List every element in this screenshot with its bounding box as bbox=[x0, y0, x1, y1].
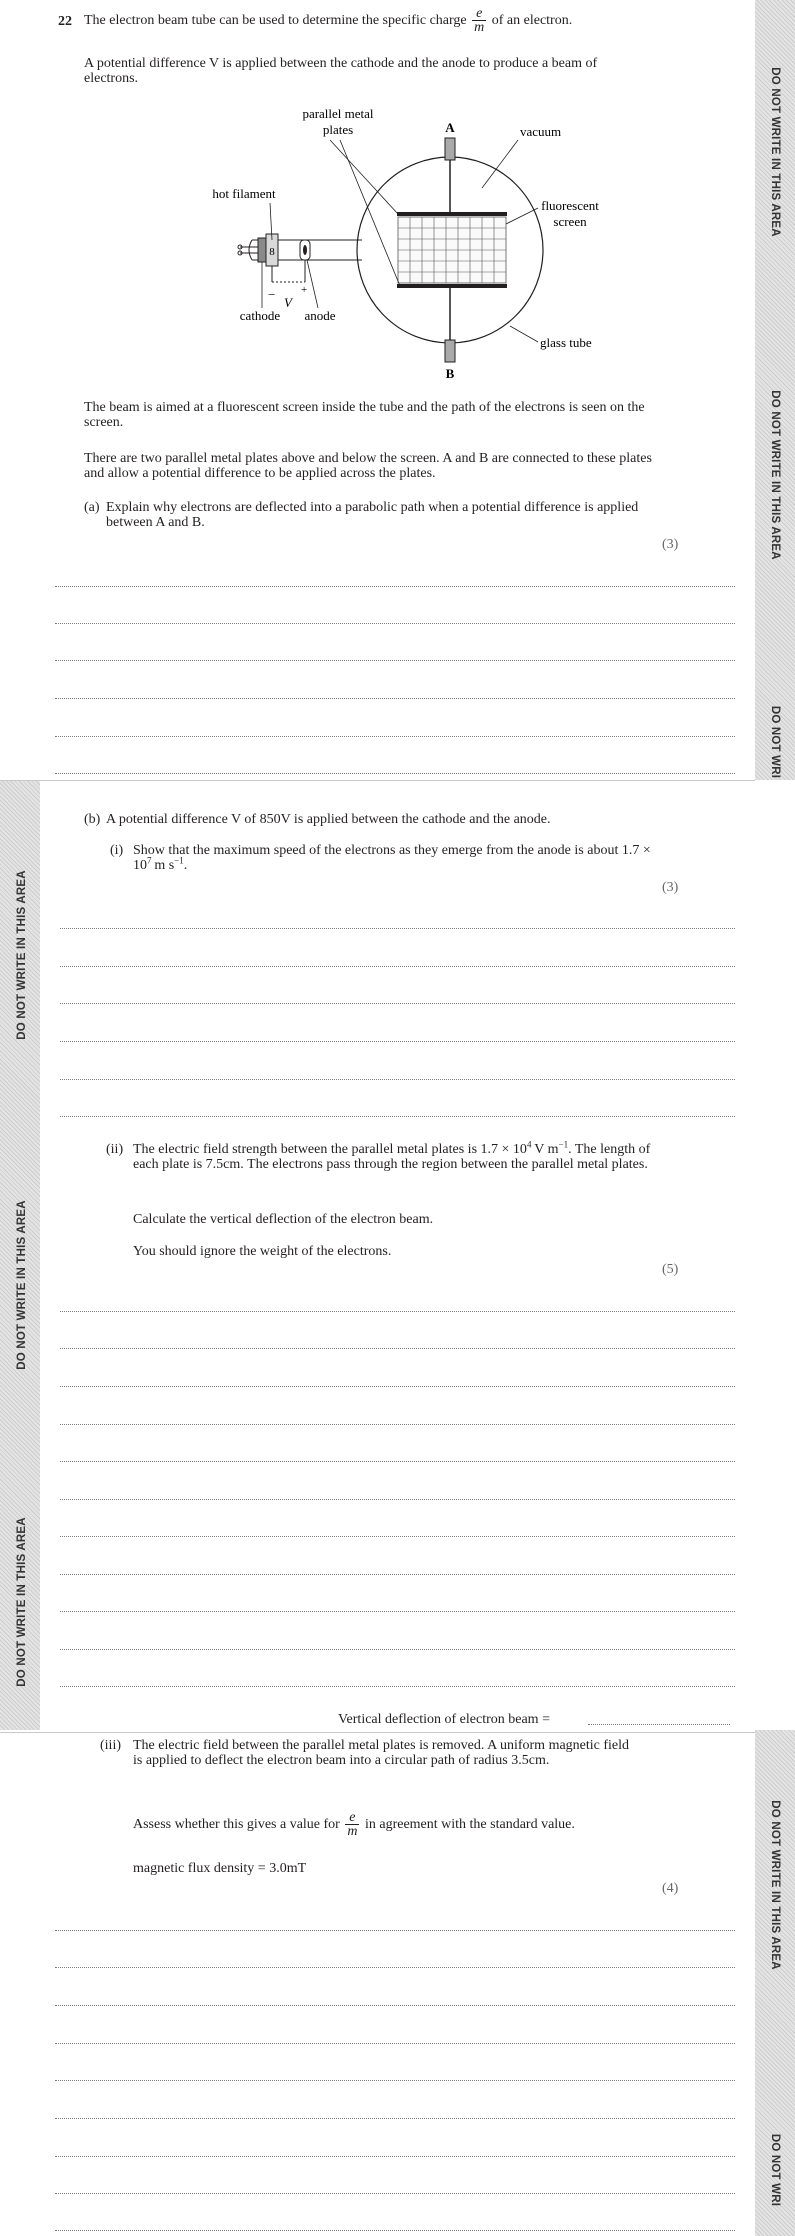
margin-warning-label: DO NOT WRITE IN THIS AREA bbox=[16, 1517, 28, 1687]
part-b-ii-plate-text: The length of each plate is 7.5cm. The electrons pass through the region between the parallel metal plates. bbox=[133, 1142, 651, 1172]
label-vacuum: vacuum bbox=[520, 124, 562, 139]
field-strength-value: $1.7 \times 10^4$ V $m^{-1}$. bbox=[480, 1139, 572, 1157]
label-screen: screen bbox=[553, 214, 587, 229]
page-break-line bbox=[0, 1732, 755, 1733]
answer-line[interactable] bbox=[55, 2005, 735, 2006]
answer-line[interactable] bbox=[60, 1386, 735, 1387]
anode-hole bbox=[303, 245, 307, 255]
label-glass-tube: glass tube bbox=[540, 335, 592, 350]
answer-line[interactable] bbox=[55, 773, 735, 774]
answer-line[interactable] bbox=[60, 1461, 735, 1462]
answer-line[interactable] bbox=[60, 1424, 735, 1425]
speed-value: $1.7 \times 10^7$ m $s^{-1}$. bbox=[133, 843, 651, 873]
question-number: 22 bbox=[58, 14, 72, 29]
margin-warning-label: DO NOT WRITE IN THIS AREA bbox=[16, 870, 28, 1040]
plate-terminal-a bbox=[445, 138, 455, 160]
e-over-m-fraction: $\frac{e}{m}$ bbox=[474, 6, 485, 36]
part-b-ii-text bbox=[133, 1139, 663, 1172]
answer-line[interactable] bbox=[55, 2156, 735, 2157]
upper-metal-plate bbox=[397, 212, 507, 216]
question-intro bbox=[84, 6, 572, 36]
answer-line[interactable] bbox=[60, 1574, 735, 1575]
leader-screen bbox=[506, 208, 538, 224]
leader-glass-tube bbox=[510, 326, 538, 342]
plus-sign: + bbox=[301, 284, 308, 296]
label-cathode: cathode bbox=[239, 308, 281, 323]
answer-line[interactable] bbox=[55, 623, 735, 624]
answer-line[interactable] bbox=[55, 2080, 735, 2081]
part-b-iii-assess bbox=[133, 1810, 575, 1840]
electron-beam-tube-diagram bbox=[180, 100, 640, 385]
part-b-iii-marks: (4) bbox=[662, 1881, 679, 1896]
answer-line[interactable] bbox=[60, 928, 735, 929]
leader-plates bbox=[340, 140, 400, 286]
flux-density: magnetic flux density = 3.0mT bbox=[133, 1861, 307, 1876]
page-break-line bbox=[0, 780, 755, 781]
deflection-answer-line[interactable] bbox=[588, 1724, 730, 1725]
question-intro-end: of an electron. bbox=[491, 13, 573, 28]
answer-line[interactable] bbox=[60, 966, 735, 967]
label-b: B bbox=[445, 366, 455, 381]
margin-warning-label: DO NOT WRITE IN THIS AREA bbox=[769, 390, 781, 560]
answer-line[interactable] bbox=[55, 736, 735, 737]
part-b-ii-ignore: You should ignore the weight of the electrons. bbox=[133, 1244, 392, 1259]
tube-neck-end bbox=[249, 240, 252, 260]
assess-text-end: in agreement with the standard value. bbox=[364, 1817, 575, 1832]
answer-line[interactable] bbox=[55, 2230, 735, 2231]
assess-text: Assess whether this gives a value for bbox=[133, 1817, 340, 1832]
voltage-symbol: V bbox=[284, 295, 292, 310]
plates-text: There are two parallel metal plates above and below the screen. A and B are connected to these plates and allow a potential difference to be applied across the plates. bbox=[84, 451, 652, 481]
part-a-marks: (3) bbox=[662, 537, 679, 552]
part-b-i-question: Show that the maximum speed of the electrons as they emerge from the anode is about bbox=[133, 843, 619, 858]
answer-line[interactable] bbox=[60, 1348, 735, 1349]
answer-line[interactable] bbox=[60, 1003, 735, 1004]
label-fluorescent: fluorescent bbox=[541, 198, 599, 213]
answer-line[interactable] bbox=[55, 1930, 735, 1931]
part-b-ii-field-text: The electric field strength between the parallel metal plates is bbox=[133, 1142, 478, 1157]
part-b-i-label: (i) bbox=[110, 843, 124, 858]
question-intro-text: The electron beam tube can be used to determine the specific charge bbox=[84, 13, 467, 28]
part-b-i-text bbox=[133, 843, 663, 873]
cathode-block bbox=[258, 238, 266, 262]
part-b-ii-marks: (5) bbox=[662, 1262, 679, 1277]
part-a-text: Explain why electrons are deflected into a parabolic path when a potential difference is applied between A and B. bbox=[106, 500, 639, 530]
part-b-text: A potential difference V of 850V is applied between the cathode and the anode. bbox=[106, 812, 551, 827]
answer-line[interactable] bbox=[60, 1536, 735, 1537]
margin-warning-label: DO NOT WRITE IN THIS AREA bbox=[769, 67, 781, 237]
beam-text: The beam is aimed at a fluorescent screen inside the tube and the path of the electrons is seen on the screen. bbox=[84, 400, 645, 430]
plate-terminal-b bbox=[445, 340, 455, 362]
answer-line[interactable] bbox=[60, 1686, 735, 1687]
label-hot-filament: hot filament bbox=[212, 186, 276, 201]
answer-line[interactable] bbox=[60, 1079, 735, 1080]
margin-warning-label: DO NOT WRI bbox=[769, 705, 781, 779]
leader-anode bbox=[307, 260, 318, 308]
minus-sign: − bbox=[268, 287, 276, 302]
margin-warning-label: DO NOT WRITE IN THIS AREA bbox=[16, 1200, 28, 1370]
answer-line[interactable] bbox=[55, 2043, 735, 2044]
deflection-answer-label: Vertical deflection of electron beam = bbox=[338, 1712, 550, 1727]
answer-line[interactable] bbox=[60, 1499, 735, 1500]
label-a: A bbox=[445, 120, 455, 135]
answer-line[interactable] bbox=[60, 1649, 735, 1650]
leader-plates bbox=[330, 140, 398, 214]
label-parallel-metal: parallel metal bbox=[302, 106, 374, 121]
part-b-ii-label: (ii) bbox=[106, 1142, 124, 1157]
e-over-m-fraction: $\frac{e}{m}$ bbox=[347, 1810, 358, 1840]
answer-line[interactable] bbox=[55, 660, 735, 661]
part-b-ii-calc: Calculate the vertical deflection of the electron beam. bbox=[133, 1212, 434, 1227]
part-b-label: (b) bbox=[84, 812, 101, 827]
part-b-i-marks: (3) bbox=[662, 880, 679, 895]
margin-warning-label: DO NOT WRI bbox=[769, 2133, 781, 2207]
answer-line[interactable] bbox=[60, 1116, 735, 1117]
margin-warning-label: DO NOT WRITE IN THIS AREA bbox=[769, 1800, 781, 1970]
label-plates: plates bbox=[322, 122, 354, 137]
lower-metal-plate bbox=[397, 284, 507, 288]
answer-line[interactable] bbox=[55, 2193, 735, 2194]
part-b-iii-text: The electric field between the parallel metal plates is removed. A uniform magnetic field is applied to deflect the electron beam into a circular path of radius 3.5cm. bbox=[133, 1738, 630, 1768]
answer-line[interactable] bbox=[55, 2118, 735, 2119]
setup-text: A potential difference V is applied between the cathode and the anode to produce a beam of electrons. bbox=[84, 56, 598, 86]
part-a-label: (a) bbox=[84, 500, 100, 515]
answer-line[interactable] bbox=[55, 1967, 735, 1968]
label-anode: anode bbox=[304, 308, 336, 323]
answer-line[interactable] bbox=[55, 586, 735, 587]
part-b-iii-label: (iii) bbox=[100, 1738, 121, 1753]
answer-line[interactable] bbox=[60, 1311, 735, 1312]
answer-line[interactable] bbox=[60, 1611, 735, 1612]
answer-line[interactable] bbox=[55, 698, 735, 699]
answer-line[interactable] bbox=[60, 1041, 735, 1042]
filament-coil-icon: 8 bbox=[269, 246, 275, 258]
